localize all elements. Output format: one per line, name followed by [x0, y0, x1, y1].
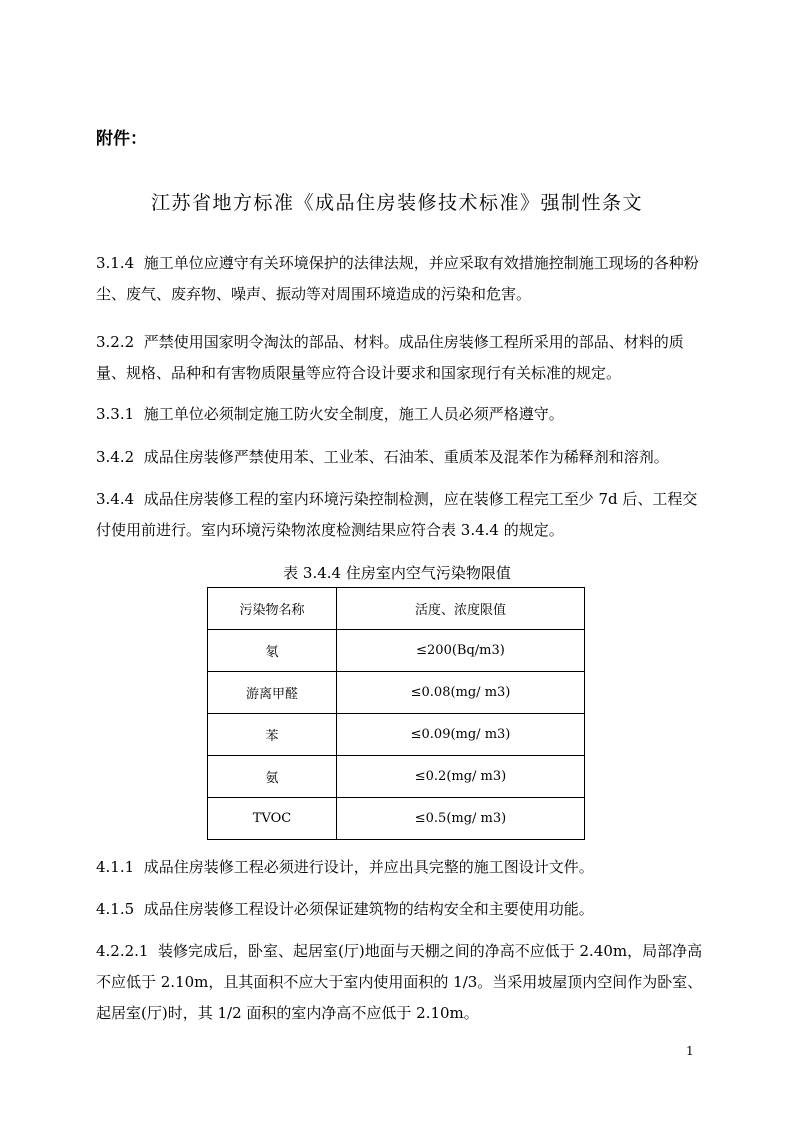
attachment-label: 附件： — [96, 129, 147, 149]
clause-number: 4.1.1 — [96, 858, 135, 876]
table-row — [208, 672, 585, 714]
clause-3-2-2 — [96, 327, 708, 389]
clause-text: 施工单位应遵守有关环境保护的法律法规，并应采取有效措施控制施工现场的各种粉尘、废气、废弃物、噪声、振动等对周围环境造成的污染和危害。 — [96, 254, 699, 303]
header-pollutant-name: 污染物名称 — [208, 588, 337, 630]
limit-value-cell: ≤0.2(mg/ m3) — [337, 756, 585, 798]
table-header-row — [208, 588, 585, 630]
clause-4-1-1 — [96, 852, 708, 883]
clause-4-1-5 — [96, 894, 708, 925]
clause-text: 施工单位必须制定施工防火安全制度，施工人员必须严格遵守。 — [143, 405, 564, 423]
clause-text: 装修完成后，卧室、起居室(厅)地面与天棚之间的净高不应低于 2.40m，局部净高不应低于 2.10m，且其面积不应大于室内使用面积的 1/3。当采用坡屋顶内空间作为卧室、起居室(厅)时，其 1/2 面积的室内净高不应低于 2.10m。 — [96, 942, 703, 1022]
clause-number: 3.4.2 — [96, 448, 135, 466]
table-row — [208, 714, 585, 756]
clause-4-2-2-1 — [96, 936, 708, 1029]
limit-value-cell: ≤0.08(mg/ m3) — [337, 672, 585, 714]
clause-3-4-2 — [96, 442, 708, 473]
pollutant-name-cell: 游离甲醛 — [208, 672, 337, 714]
table-row — [208, 756, 585, 798]
table-row — [208, 798, 585, 840]
pollutant-limits-table — [207, 587, 585, 840]
pollutant-name-cell: 氨 — [208, 756, 337, 798]
pollutant-name-cell: TVOC — [208, 798, 337, 840]
limit-value-cell: ≤0.09(mg/ m3) — [337, 714, 585, 756]
clause-number: 3.3.1 — [96, 405, 135, 423]
header-limit-value: 活度、浓度限值 — [337, 588, 585, 630]
clause-text: 成品住房装修严禁使用苯、工业苯、石油苯、重质苯及混苯作为稀释剂和溶剂。 — [143, 448, 669, 466]
clause-3-4-4 — [96, 484, 708, 546]
clause-number: 3.2.2 — [96, 333, 135, 351]
document-title: 江苏省地方标准《成品住房装修技术标准》强制性条文 — [150, 192, 643, 214]
pollutant-name-cell: 苯 — [208, 714, 337, 756]
pollutant-name-cell: 氡 — [208, 630, 337, 672]
page-number: 1 — [686, 1044, 694, 1058]
clause-text: 严禁使用国家明令淘汰的部品、材料。成品住房装修工程所采用的部品、材料的质量、规格、品种和有害物质限量等应符合设计要求和国家现行有关标准的规定。 — [96, 333, 684, 382]
clause-3-3-1 — [96, 399, 708, 430]
table-row — [208, 630, 585, 672]
clause-text: 成品住房装修工程的室内环境污染控制检测，应在装修工程完工至少 7d 后、工程交付使用前进行。室内环境污染物浓度检测结果应符合表 3.4.4 的规定。 — [96, 490, 698, 539]
clause-number: 4.1.5 — [96, 900, 135, 918]
limit-value-cell: ≤200(Bq/m3) — [337, 630, 585, 672]
clause-number: 3.1.4 — [96, 254, 135, 272]
clause-text: 成品住房装修工程设计必须保证建筑物的结构安全和主要使用功能。 — [143, 900, 594, 918]
limit-value-cell: ≤0.5(mg/ m3) — [337, 798, 585, 840]
clause-number: 3.4.4 — [96, 490, 135, 508]
clause-3-1-4 — [96, 248, 708, 310]
clause-number: 4.2.2.1 — [96, 942, 149, 960]
clause-text: 成品住房装修工程必须进行设计，并应出具完整的施工图设计文件。 — [143, 858, 594, 876]
table-caption: 表 3.4.4 住房室内空气污染物限值 — [283, 564, 511, 582]
